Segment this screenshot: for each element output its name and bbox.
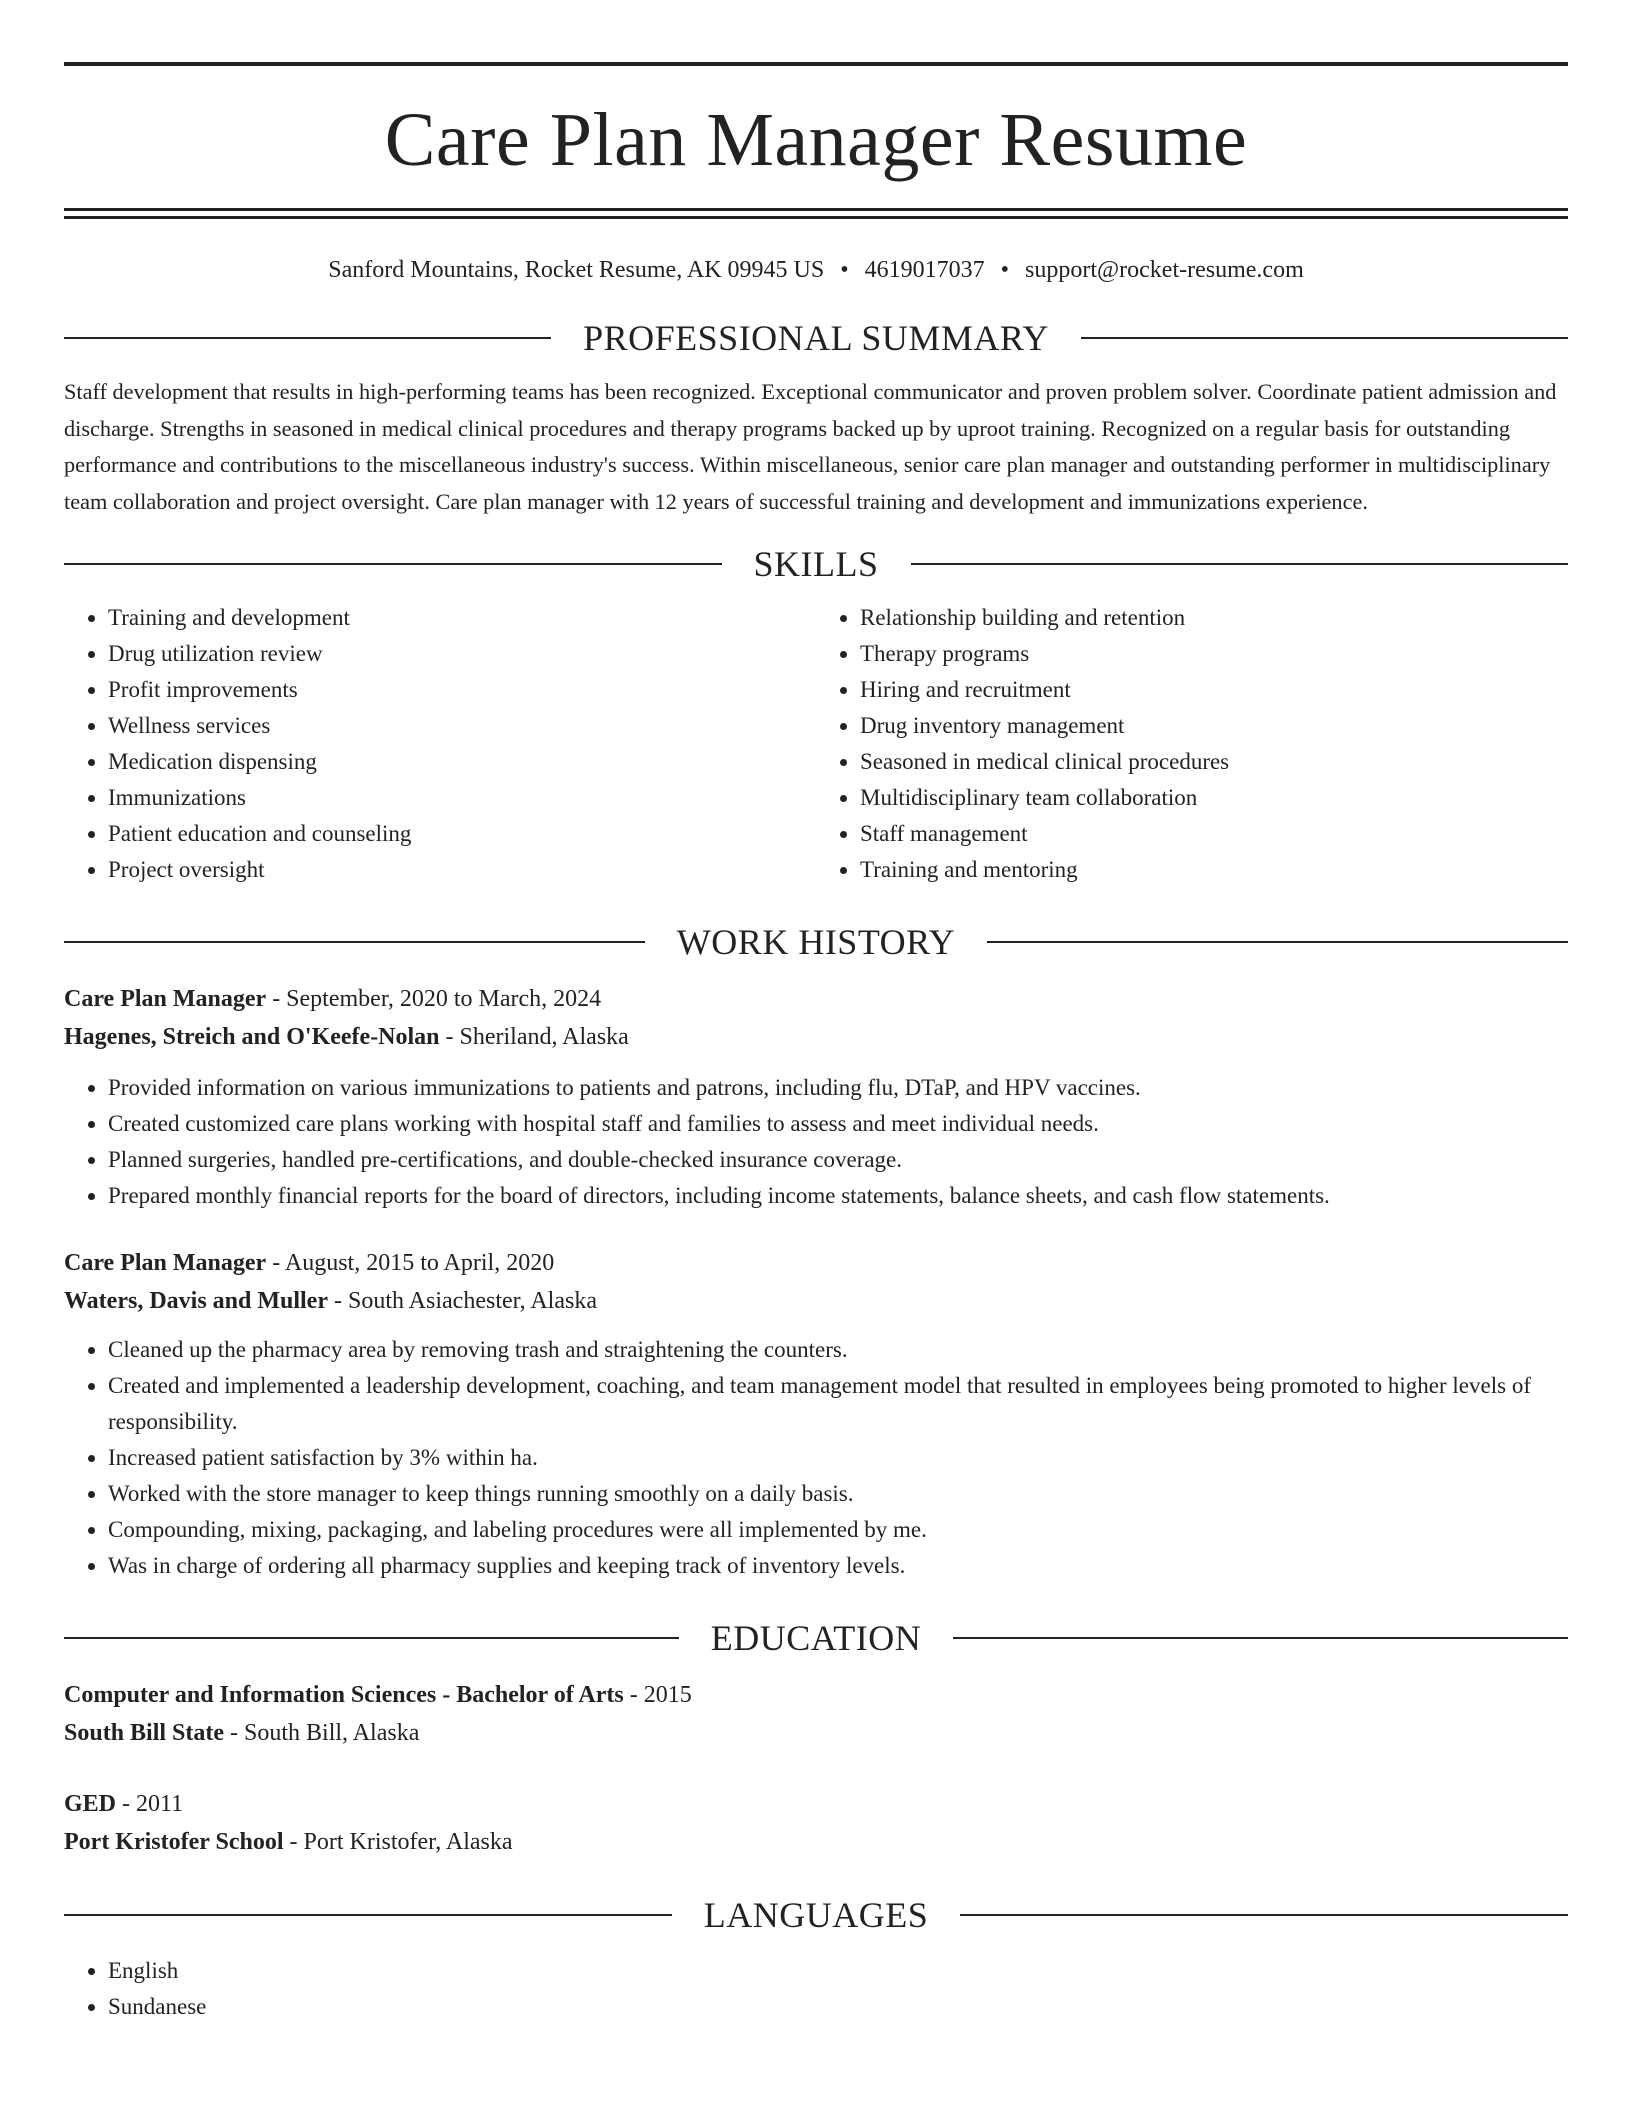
- job-duty: • Prepared monthly financial reports for the board of directors, including income statements, balance sheets, and cash flow statements.: [108, 1178, 1568, 1214]
- skill-item: • Medication dispensing: [108, 744, 816, 780]
- education-degree-line: [64, 1785, 1568, 1823]
- resume-title: Care Plan Manager Resume: [384, 98, 1248, 182]
- job-company: Hagenes, Streich and O'Keefe-Nolan: [64, 1024, 440, 1051]
- education-school-line: [64, 1823, 1568, 1861]
- section-heading-education: [64, 1618, 1568, 1659]
- job-title-line: [64, 980, 1568, 1018]
- education-degree: Computer and Information Sciences - Bachelor of Arts: [64, 1682, 624, 1709]
- job-duty: • Created and implemented a leadership development, coaching, and team management model that resulted in employees being promoted to higher levels of responsibility.: [108, 1368, 1568, 1440]
- section-heading-work-history: [64, 922, 1568, 963]
- heading-rule: [64, 941, 645, 943]
- skills-columns: [64, 600, 1568, 888]
- job-company: Waters, Davis and Muller: [64, 1288, 328, 1315]
- languages-list: [64, 1953, 1568, 2025]
- contact-separator: •: [840, 257, 849, 283]
- job-dates: - August, 2015 to April, 2020: [266, 1250, 555, 1277]
- summary-text: Staff development that results in high-performing teams has been recognized. Exceptional communicator and proven problem solver. Coordinate patient admission and discharge. Strengths in seasoned in medical clinical procedures and therapy programs backed up by uproot training. Recognized on a regular basis for outstanding performance and contributions to the miscellaneous industry's success. Within miscellaneous, senior care plan manager and outstanding performer in multidisciplinary team collaboration and project oversight. Care plan manager with 12 years of successful training and development and immunizations experience.: [64, 379, 1557, 514]
- education-entry: [64, 1785, 1568, 1861]
- job-title: Care Plan Manager: [64, 1250, 267, 1277]
- top-rule: [64, 62, 1568, 66]
- contact-address: Sanford Mountains, Rocket Resume, AK 09945 US: [328, 257, 825, 283]
- job-company-line: [64, 1282, 1568, 1320]
- job-duty: • Compounding, mixing, packaging, and labeling procedures were all implemented by me.: [108, 1512, 1568, 1548]
- job-duty: • Planned surgeries, handled pre-certifications, and double-checked insurance coverage.: [108, 1142, 1568, 1178]
- skill-item: • Seasoned in medical clinical procedures: [860, 744, 1568, 780]
- education-entry: [64, 1676, 1568, 1752]
- education-year: - 2015: [623, 1682, 692, 1709]
- education-school-line: [64, 1714, 1568, 1752]
- job-duty: • Increased patient satisfaction by 3% within ha.: [108, 1440, 1568, 1476]
- skill-item: • Drug inventory management: [860, 708, 1568, 744]
- section-title: WORK HISTORY: [676, 922, 956, 963]
- skill-item: • Training and development: [108, 600, 816, 636]
- section-title: EDUCATION: [710, 1618, 922, 1659]
- language-item: • English: [108, 1953, 1568, 1989]
- heading-rule: [960, 1914, 1568, 1916]
- job-entry: [64, 1244, 1568, 1584]
- skill-item: • Patient education and counseling: [108, 816, 816, 852]
- job-dates: - September, 2020 to March, 2024: [266, 986, 602, 1013]
- skill-item: • Hiring and recruitment: [860, 672, 1568, 708]
- job-duty: • Created customized care plans working with hospital staff and families to assess and meet individual needs.: [108, 1106, 1568, 1142]
- contact-separator: •: [1000, 257, 1010, 283]
- skill-item: • Drug utilization review: [108, 636, 816, 672]
- job-title-line: [64, 1244, 1568, 1282]
- job-duty: • Was in charge of ordering all pharmacy supplies and keeping track of inventory levels.: [108, 1548, 1568, 1584]
- education-location: - South Bill, Alaska: [224, 1720, 420, 1747]
- job-location: - Sheriland, Alaska: [439, 1024, 629, 1051]
- section-title: LANGUAGES: [703, 1895, 929, 1936]
- title-double-rule: [64, 208, 1568, 219]
- skill-item: • Immunizations: [108, 780, 816, 816]
- job-duty: • Provided information on various immunizations to patients and patrons, including flu, DTaP, and HPV vaccines.: [108, 1070, 1568, 1106]
- education-school: South Bill State: [64, 1720, 225, 1747]
- education-year: - 2011: [116, 1791, 184, 1818]
- education-degree: GED: [64, 1791, 117, 1818]
- language-item: • Sundanese: [108, 1989, 1568, 2025]
- job-duty: • Cleaned up the pharmacy area by removing trash and straightening the counters.: [108, 1332, 1568, 1368]
- contact-email: support@rocket-resume.com: [1025, 257, 1304, 283]
- heading-rule: [1081, 337, 1568, 339]
- job-duty: • Worked with the store manager to keep things running smoothly on a daily basis.: [108, 1476, 1568, 1512]
- heading-rule: [64, 563, 722, 565]
- job-title: Care Plan Manager: [64, 986, 267, 1013]
- contact-line: [64, 255, 1568, 286]
- education-degree-line: [64, 1676, 1568, 1714]
- job-company-line: [64, 1018, 1568, 1056]
- heading-rule: [911, 563, 1569, 565]
- skill-item: • Multidisciplinary team collaboration: [860, 780, 1568, 816]
- skill-item: • Staff management: [860, 816, 1568, 852]
- heading-rule: [64, 337, 551, 339]
- skill-item: • Project oversight: [108, 852, 816, 888]
- heading-rule: [64, 1914, 672, 1916]
- skill-item: • Therapy programs: [860, 636, 1568, 672]
- skill-item: • Wellness services: [108, 708, 816, 744]
- section-heading-languages: [64, 1895, 1568, 1936]
- section-title: SKILLS: [753, 544, 879, 585]
- contact-phone: 4619017037: [864, 257, 985, 283]
- job-duties: [64, 1332, 1568, 1584]
- heading-rule: [987, 941, 1568, 943]
- heading-rule: [64, 1637, 679, 1639]
- skill-item: • Profit improvements: [108, 672, 816, 708]
- section-title: PROFESSIONAL SUMMARY: [583, 318, 1049, 359]
- job-location: - South Asiachester, Alaska: [328, 1288, 597, 1315]
- skills-list-left: [64, 600, 816, 888]
- job-duties: [64, 1070, 1568, 1214]
- skills-list-right: [816, 600, 1568, 888]
- education-location: - Port Kristofer, Alaska: [283, 1829, 513, 1856]
- languages-section: [64, 1953, 1568, 2025]
- heading-rule: [953, 1637, 1568, 1639]
- section-heading-skills: [64, 544, 1568, 585]
- education-school: Port Kristofer School: [64, 1829, 284, 1856]
- section-heading-summary: [64, 318, 1568, 359]
- skill-item: • Relationship building and retention: [860, 600, 1568, 636]
- job-entry: [64, 980, 1568, 1214]
- skill-item: • Training and mentoring: [860, 852, 1568, 888]
